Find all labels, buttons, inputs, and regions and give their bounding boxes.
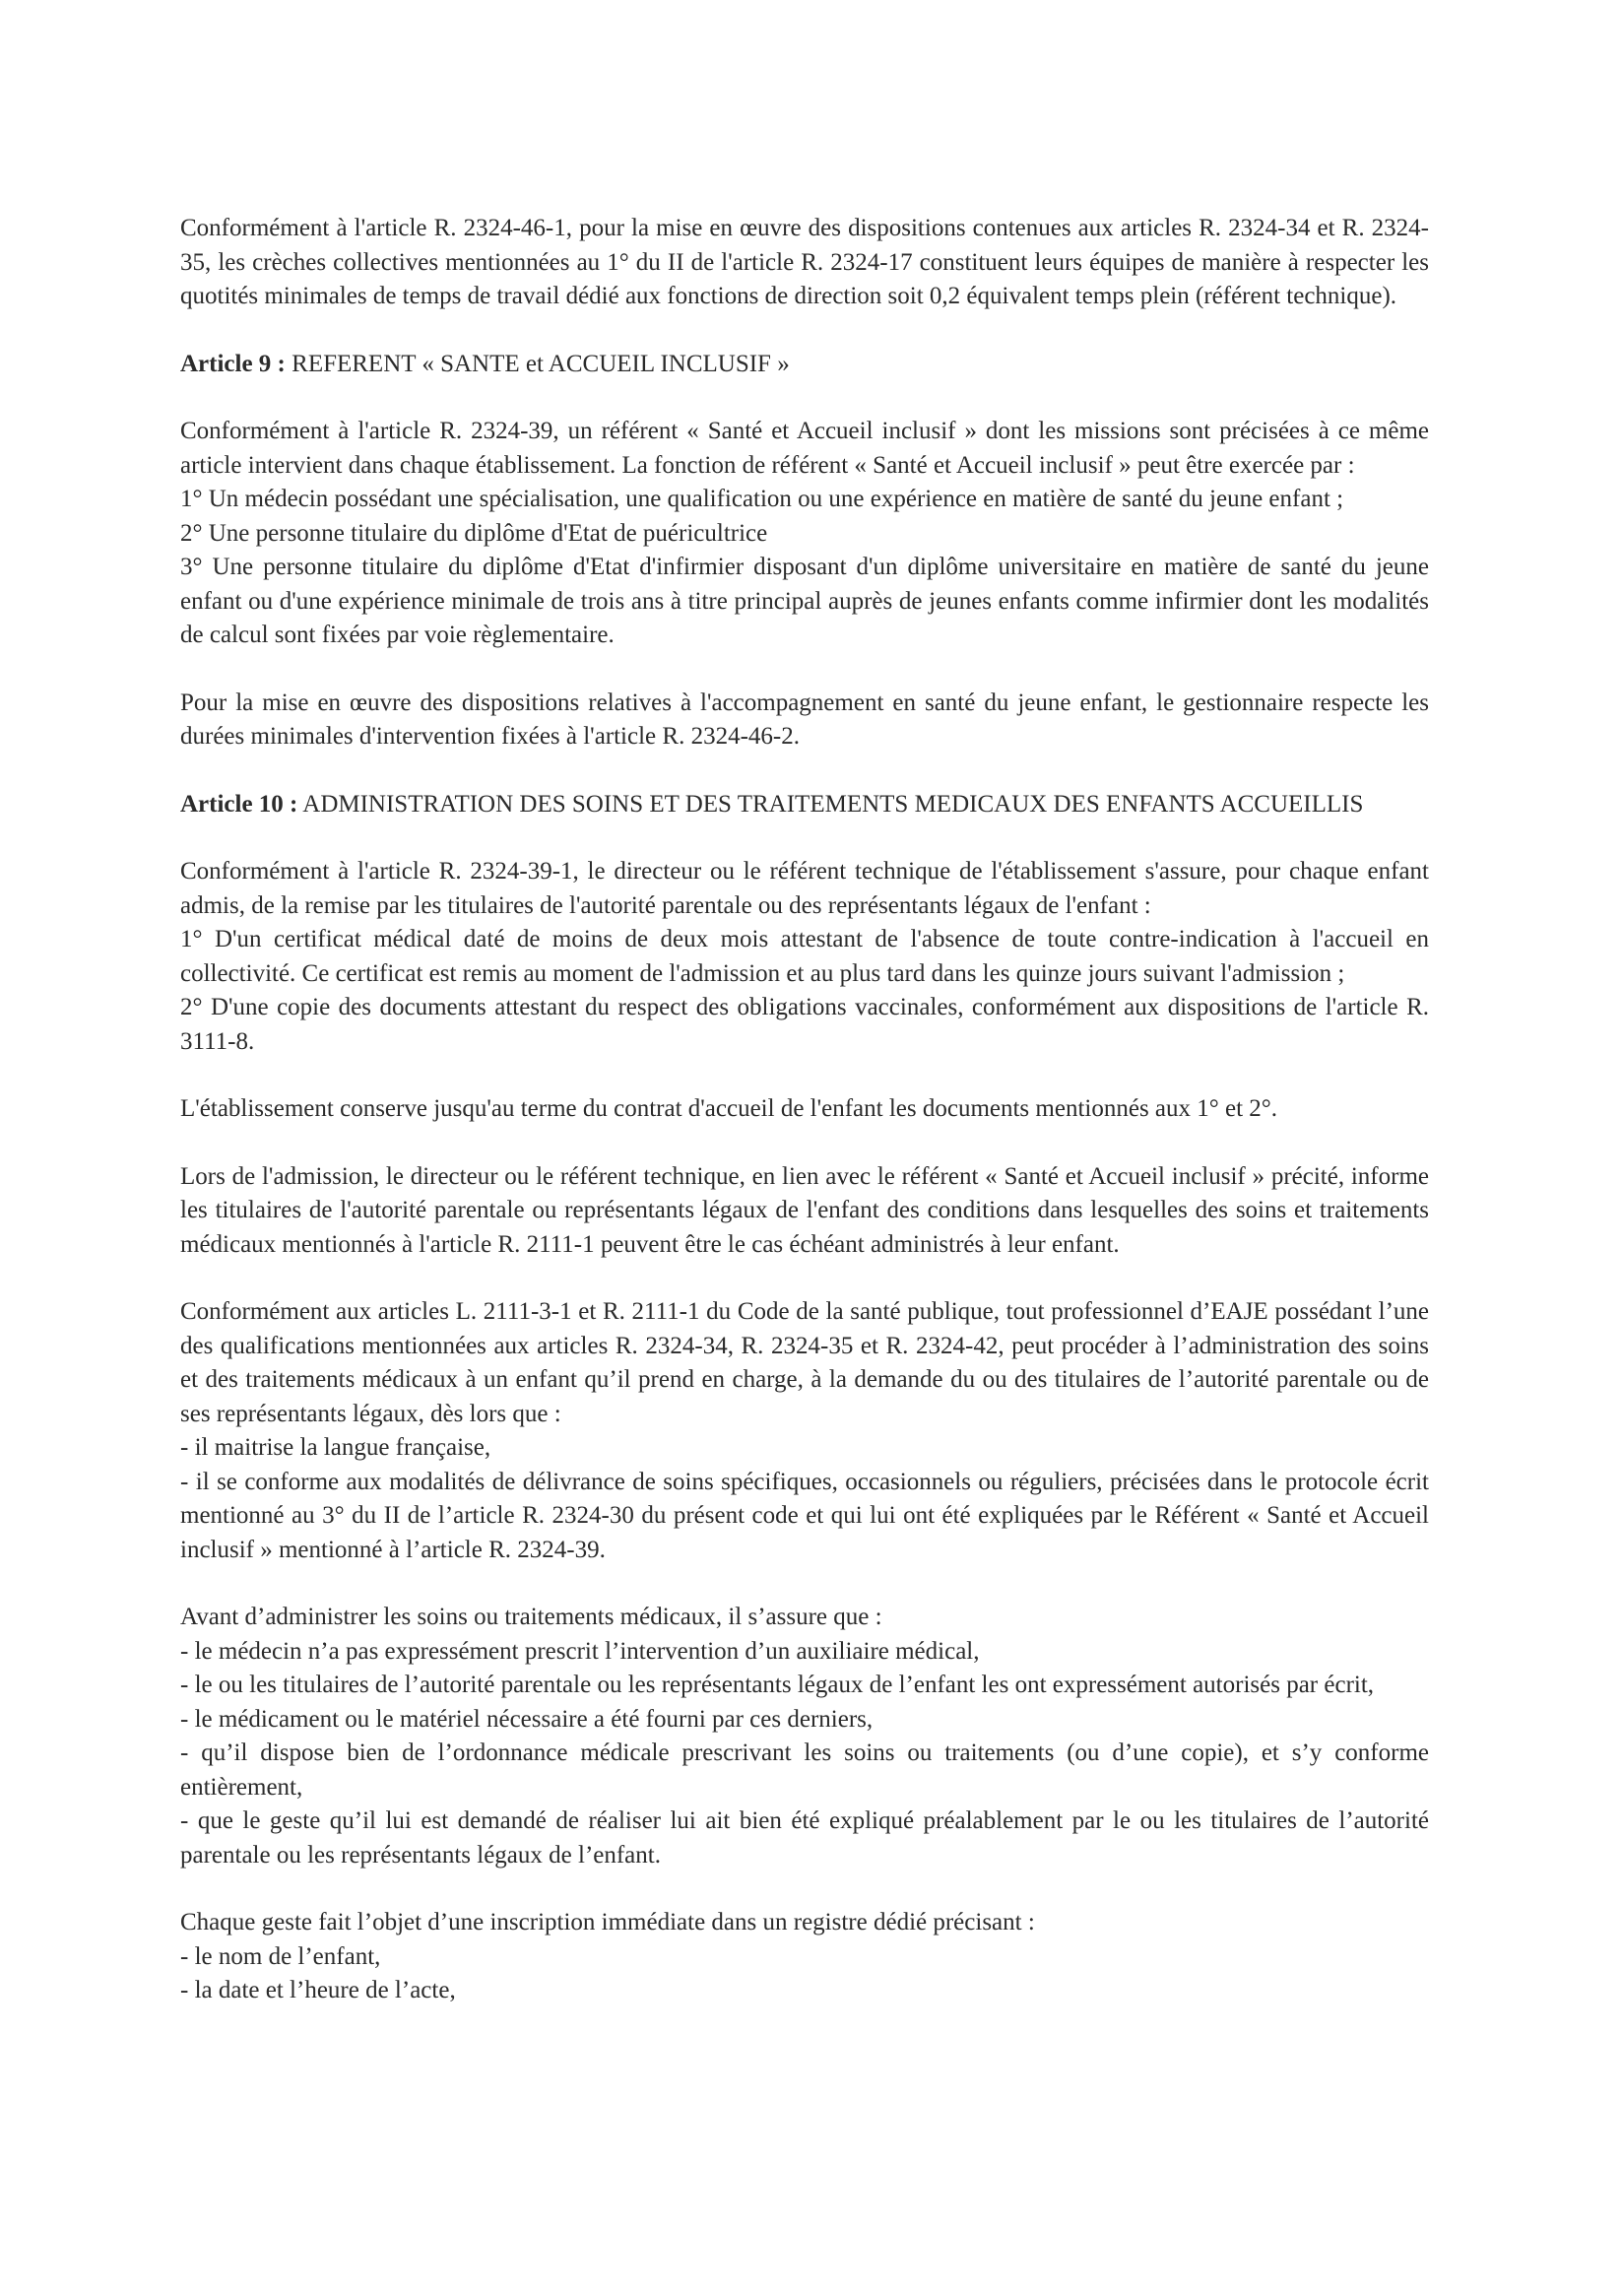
article-10-title: ADMINISTRATION DES SOINS ET DES TRAITEMENTS MEDICAUX DES ENFANTS ACCUEILLIS [302,790,1364,818]
article-9-heading [180,348,1429,382]
article-9-item-2: 2° Une personne titulaire du diplôme d'Etat de puéricultrice [180,519,768,547]
list-item: - le nom de l’enfant, [180,1942,381,1970]
article-10-number: Article 10 : [180,790,298,818]
article-10-paragraph-2: L'établissement conserve jusqu'au terme du contrat d'accueil de l'enfant les documents mentionnés aux 1° et 2°. [180,1095,1278,1122]
article-10-section-6 [180,1906,1429,2008]
article-10-paragraph-3: Lors de l'admission, le directeur ou le référent technique, en lien avec le référent « Santé et Accueil inclusif » précité, informe les titulaires de l'autorité parentale ou représentants légaux de l'enfant des conditions dans lesquelles des soins et traitements médicaux mentionnés à l'article R. 2111-1 peuvent être le cas échéant administrés à leur enfant. [180,1162,1429,1258]
article-9-paragraph-2: Pour la mise en œuvre des dispositions relatives à l'accompagnement en santé du jeune enfant, le gestionnaire respecte les durées minimales d'intervention fixées à l'article R. 2324-46-2. [180,689,1429,750]
list-item: - la date et l’heure de l’acte, [180,1977,456,2003]
article-9-title: REFERENT « SANTE et ACCUEIL INCLUSIF » [292,350,790,377]
intro-paragraph: Conformément à l'article R. 2324-46-1, pour la mise en œuvre des dispositions contenues aux articles R. 2324-34 et R. 2324-35, les crèches collectives mentionnées au 1° du II de l'article R. 2324-17 constituent leurs équipes de manière à respecter les quotités minimales de temps de travail dédié aux fonctions de direction soit 0,2 équivalent temps plein (référent technique). [180,215,1429,309]
list-item: - il maitrise la langue française, [180,1434,491,1461]
article-9-paragraph-1: Conformément à l'article R. 2324-39, un référent « Santé et Accueil inclusif » dont les missions sont précisées à ce même article intervient dans chaque établissement. La fonction de référent « Santé et Accueil inclusif » peut être exercée par : [180,418,1429,479]
list-item: - que le geste qu’il lui est demandé de réaliser lui ait bien été expliqué préalablement par le ou les titulaires de l’autorité parentale ou les représentants légaux de l’enfant. [180,1807,1429,1869]
list-item: - le ou les titulaires de l’autorité parentale ou les représentants légaux de l’enfant les ont expressément autorisés par écrit, [180,1672,1375,1698]
list-item: - qu’il dispose bien de l’ordonnance médicale prescrivant les soins ou traitements (ou d’une copie), et s’y conforme entièrement, [180,1739,1429,1801]
list-item: - il se conforme aux modalités de délivrance de soins spécifiques, occasionnels ou réguliers, précisées dans le protocole écrit mentionné au 3° du II de l’article R. 2324-30 du présent code et qui lui ont été expliquées par le Référent « Santé et Accueil inclusif » mentionné à l’article R. 2324-39. [180,1468,1429,1563]
article-10-section-5 [180,1601,1429,1872]
list-item: - le médicament ou le matériel nécessaire a été fourni par ces derniers, [180,1705,874,1733]
document-page [180,212,1429,2042]
article-10-paragraph-4: Conformément aux articles L. 2111-3-1 et R. 2111-1 du Code de la santé publique, tout professionnel d’EAJE possédant l’une des qualifications mentionnées aux articles R. 2324-34, R. 2324-35 et R. 2324-42, peut procéder à l’administration des soins et des traitements médicaux à un enfant qu’il prend en charge, à la demande du ou des titulaires de l’autorité parentale ou de ses représentants légaux, dès lors que : [180,1298,1429,1427]
article-10-section-1 [180,855,1429,1059]
article-10-paragraph-1: Conformément à l'article R. 2324-39-1, le directeur ou le référent technique de l'établissement s'assure, pour chaque enfant admis, de la remise par les titulaires de l'autorité parentale ou des représentants légaux de l'enfant : [180,858,1429,919]
article-9-number: Article 9 : [180,350,286,377]
article-10-heading [180,788,1429,822]
article-10-paragraph-5: Avant d’administrer les soins ou traitements médicaux, il s’assure que : [180,1604,882,1630]
article-10-item-2: 2° D'une copie des documents attestant du respect des obligations vaccinales, conformément aux dispositions de l'article R. 3111-8. [180,994,1429,1055]
article-9-item-3: 3° Une personne titulaire du diplôme d'Etat d'infirmier disposant d'un diplôme universitaire en matière de santé du jeune enfant ou d'une expérience minimale de trois ans à titre principal auprès de jeunes enfants comme infirmier dont les modalités de calcul sont fixées par voie règlementaire. [180,554,1429,648]
article-10-item-1: 1° D'un certificat médical daté de moins de deux mois attestant de l'absence de toute contre-indication à l'accueil en collectivité. Ce certificat est remis au moment de l'admission et au plus tard dans les quinze jours suivant l'admission ; [180,926,1429,987]
article-9-section [180,415,1429,653]
article-9-item-1: 1° Un médecin possédant une spécialisation, une qualification ou une expérience en matière de santé du jeune enfant ; [180,486,1344,512]
article-10-paragraph-6: Chaque geste fait l’objet d’une inscription immédiate dans un registre dédié précisant : [180,1909,1035,1935]
article-10-section-4 [180,1295,1429,1567]
list-item: - le médecin n’a pas expressément prescrit l’intervention d’un auxiliaire médical, [180,1637,980,1665]
